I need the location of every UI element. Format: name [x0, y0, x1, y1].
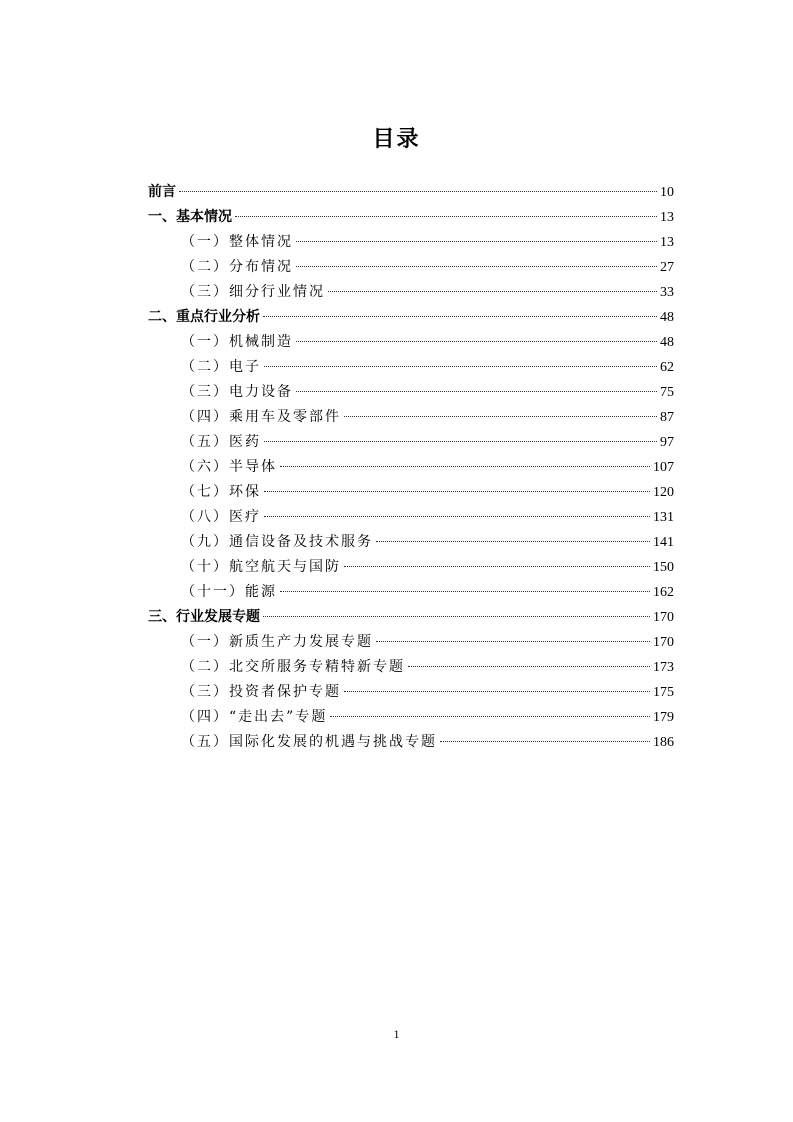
toc-subsection-entry[interactable]	[148, 655, 674, 680]
toc-entry-label: （一）机械制造	[181, 334, 293, 350]
toc-subsection-entry[interactable]	[148, 380, 674, 405]
toc-subsection-entry[interactable]	[148, 530, 674, 555]
toc-entry-page-number: 48	[660, 310, 674, 325]
dot-leader	[280, 591, 650, 592]
toc-subsection-entry[interactable]	[148, 230, 674, 255]
toc-entry-page-number: 179	[653, 710, 674, 725]
toc-subsection-entry[interactable]	[148, 280, 674, 305]
toc-section-entry[interactable]	[148, 180, 674, 205]
toc-entry-page-number: 87	[660, 410, 674, 425]
dot-leader	[296, 241, 657, 242]
toc-entry-label: 前言	[148, 184, 176, 200]
dot-leader	[264, 491, 650, 492]
toc-subsection-entry[interactable]	[148, 430, 674, 455]
toc-entry-page-number: 141	[653, 535, 674, 550]
dot-leader	[264, 441, 657, 442]
toc-subsection-entry[interactable]	[148, 330, 674, 355]
toc-entry-page-number: 173	[653, 660, 674, 675]
toc-entry-page-number: 131	[653, 510, 674, 525]
toc-entry-label: （三）电力设备	[181, 384, 293, 400]
toc-entry-label: （二）北交所服务专精特新专题	[181, 659, 405, 675]
toc-subsection-entry[interactable]	[148, 680, 674, 705]
toc-entry-label: （五）医药	[181, 434, 261, 450]
page-number: 1	[393, 1027, 400, 1041]
toc-entry-label: 一、基本情况	[148, 209, 232, 225]
toc-entry-label: （九）通信设备及技术服务	[181, 534, 373, 550]
toc-subsection-entry[interactable]	[148, 730, 674, 755]
toc-entry-label: （二）分布情况	[181, 259, 293, 275]
toc-entry-label: （五）国际化发展的机遇与挑战专题	[181, 734, 437, 750]
toc-entry-label: （三）投资者保护专题	[181, 684, 341, 700]
toc-entry-page-number: 170	[653, 610, 674, 625]
toc-entry-page-number: 186	[653, 735, 674, 750]
toc-entry-page-number: 62	[660, 360, 674, 375]
toc-subsection-entry[interactable]	[148, 505, 674, 530]
toc-entry-label: （三）细分行业情况	[181, 284, 325, 300]
dot-leader	[296, 391, 657, 392]
dot-leader	[263, 316, 657, 317]
toc-subsection-entry[interactable]	[148, 405, 674, 430]
dot-leader	[296, 266, 657, 267]
toc-entry-page-number: 170	[653, 635, 674, 650]
toc-entry-label: （六）半导体	[181, 459, 277, 475]
dot-leader	[376, 541, 650, 542]
toc-entry-label: 三、行业发展专题	[148, 609, 260, 625]
dot-leader	[408, 666, 650, 667]
toc-section-entry[interactable]	[148, 205, 674, 230]
dot-leader	[179, 191, 657, 192]
toc-subsection-entry[interactable]	[148, 555, 674, 580]
toc-entry-page-number: 13	[660, 210, 674, 225]
toc-entry-label: （十）航空航天与国防	[181, 559, 341, 575]
toc-entry-label: 二、重点行业分析	[148, 309, 260, 325]
toc-subsection-entry[interactable]	[148, 580, 674, 605]
toc-section-entry[interactable]	[148, 305, 674, 330]
toc-entry-page-number: 48	[660, 335, 674, 350]
page-title: 目录	[372, 126, 421, 152]
toc-subsection-entry[interactable]	[148, 455, 674, 480]
dot-leader	[280, 466, 650, 467]
dot-leader	[264, 366, 657, 367]
toc-entry-label: （一）新质生产力发展专题	[181, 634, 373, 650]
toc-subsection-entry[interactable]	[148, 480, 674, 505]
toc-section-entry[interactable]	[148, 605, 674, 630]
toc-entry-page-number: 33	[660, 285, 674, 300]
dot-leader	[344, 566, 650, 567]
dot-leader	[376, 641, 650, 642]
dot-leader	[296, 341, 657, 342]
toc-subsection-entry[interactable]	[148, 255, 674, 280]
toc-entry-page-number: 97	[660, 435, 674, 450]
toc-entry-page-number: 10	[660, 185, 674, 200]
dot-leader	[264, 516, 650, 517]
dot-leader	[440, 741, 650, 742]
dot-leader	[330, 716, 650, 717]
toc-entry-label: （七）环保	[181, 484, 261, 500]
toc-entry-page-number: 75	[660, 385, 674, 400]
toc-entry-label: （四）乘用车及零部件	[181, 409, 341, 425]
toc-entry-label: （八）医疗	[181, 509, 261, 525]
toc-entry-label: （二）电子	[181, 359, 261, 375]
table-of-contents	[148, 180, 674, 755]
toc-entry-page-number: 13	[660, 235, 674, 250]
toc-subsection-entry[interactable]	[148, 630, 674, 655]
dot-leader	[344, 691, 650, 692]
toc-entry-label: （四）“走出去”专题	[181, 709, 328, 725]
dot-leader	[263, 616, 650, 617]
toc-entry-page-number: 107	[653, 460, 674, 475]
toc-entry-page-number: 120	[653, 485, 674, 500]
toc-entry-page-number: 150	[653, 560, 674, 575]
toc-entry-page-number: 175	[653, 685, 674, 700]
dot-leader	[344, 416, 657, 417]
toc-entry-page-number: 27	[660, 260, 674, 275]
toc-entry-page-number: 162	[653, 585, 674, 600]
toc-subsection-entry[interactable]	[148, 705, 674, 730]
dot-leader	[328, 291, 657, 292]
dot-leader	[235, 216, 657, 217]
toc-subsection-entry[interactable]	[148, 355, 674, 380]
toc-entry-label: （一）整体情况	[181, 234, 293, 250]
toc-entry-label: （十一）能源	[181, 584, 277, 600]
